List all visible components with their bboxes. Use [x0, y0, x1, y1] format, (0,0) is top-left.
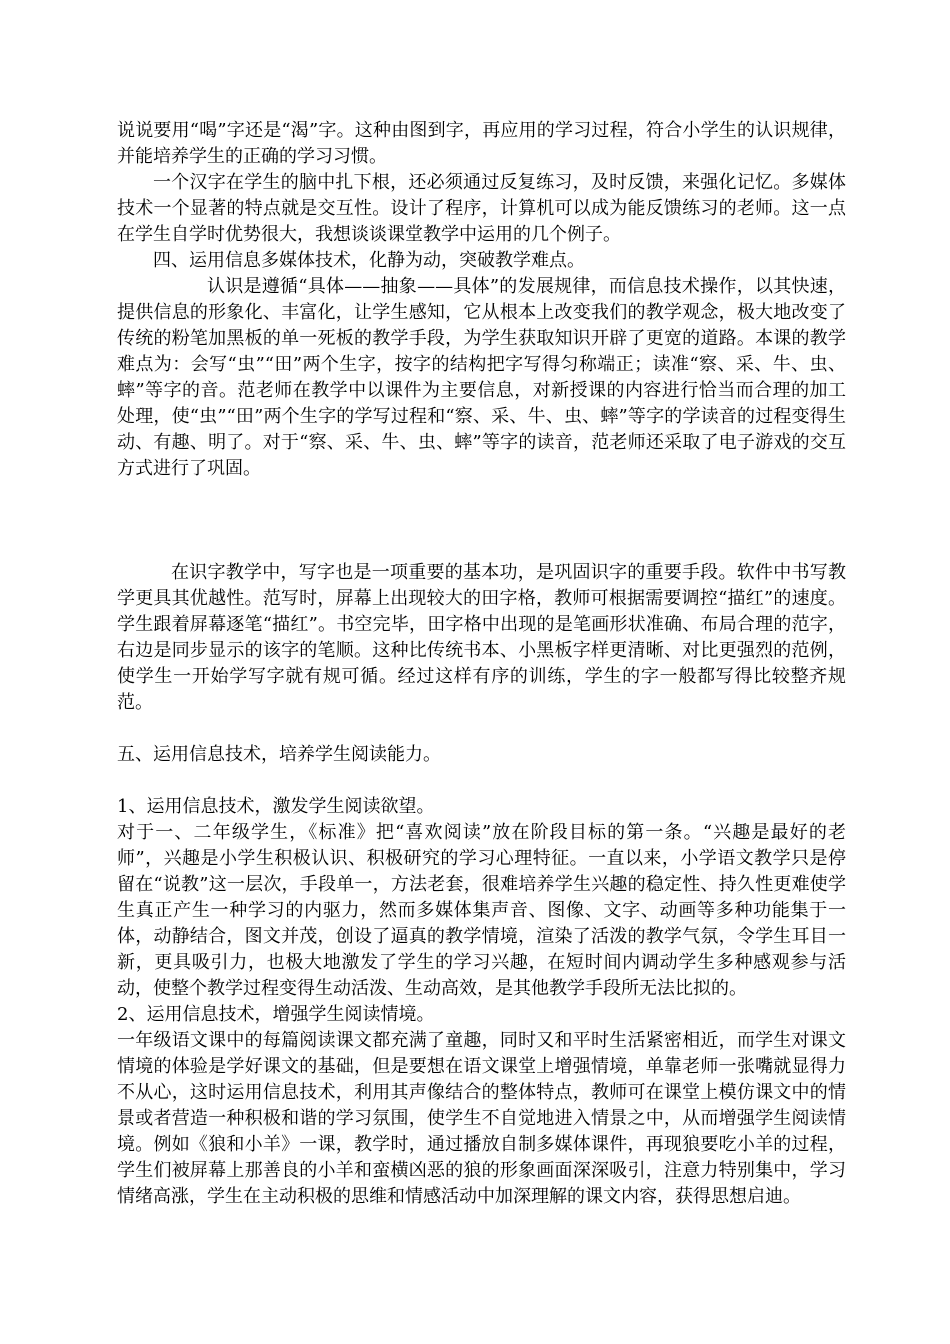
- subsection-heading-5-1: 1、运用信息技术，激发学生阅读欲望。: [117, 796, 435, 817]
- paragraph-4: 在识字教学中，写字也是一项重要的基本功，是巩固识字的重要手段。软件中书写教学更具其优越性。范写时，屏幕上出现较大的田字格，教师可根据需要调控“描红”的速度。学生跟着屏幕逐笔“描红”。书空完毕，田字格中出现的是笔画形状准确、布局合理的范字，右边是同步显示的该字的笔顺。这种比传统书本、小黑板字样更清晰、对比更强烈的范例，使学生一开始学写字就有规可循。经过这样有序的训练，学生的字一般都写得比较整齐规范。: [117, 562, 846, 713]
- subsection-heading-5-2: 2、运用信息技术，增强学生阅读情境。: [117, 1004, 435, 1025]
- section-heading-5: 五、运用信息技术，培养学生阅读能力。: [117, 744, 441, 765]
- paragraph-3: 认识是遵循“具体——抽象——具体”的发展规律，而信息技术操作，以其快速，提供信息的形象化、丰富化，让学生感知，它从根本上改变我们的教学观念，极大地改变了传统的粉笔加黑板的单一死板的教学手段，为学生获取知识开辟了更宽的道路。本课的教学难点为：会写“虫”“田”两个生字，按字的结构把字写得匀称端正；读准“察、采、牛、虫、蟀”等字的音。范老师在教学中以课件为主要信息，对新授课的内容进行恰当而合理的加工处理，使“虫”“田”两个生字的学写过程和“察、采、牛、虫、蟀”等字的学读音的过程变得生动、有趣、明了。对于“察、采、牛、虫、蟀”等字的读音，范老师还采取了电子游戏的交互方式进行了巩固。: [117, 276, 846, 479]
- blank-gap: [117, 716, 846, 742]
- section-heading-4: 四、运用信息多媒体技术，化静为动，突破教学难点。: [153, 250, 585, 271]
- paragraph-2: 一个汉字在学生的脑中扎下根，还必须通过反复练习，及时反馈，来强化记忆。多媒体技术一个显著的特点就是交互性。设计了程序，计算机可以成为能反馈练习的老师。这一点在学生自学时优势很大，我想谈谈课堂教学中运用的几个例子。: [117, 172, 846, 245]
- paragraph-1: 说说要用“喝”字还是“渴”字。这种由图到字，再应用的学习过程，符合小学生的认识规律，并能培养学生的正确的学习习惯。: [117, 120, 846, 167]
- paragraph-6: 一年级语文课中的每篇阅读课文都充满了童趣，同时又和平时生活紧密相近，而学生对课文情境的体验是学好课文的基础，但是要想在语文课堂上增强情境，单靠老师一张嘴就显得力不从心，这时运用信息技术，利用其声像结合的整体特点，教师可在课堂上模仿课文中的情景或者营造一种积极和谐的学习氛围，使学生不自觉地进入情景之中，从而增强学生阅读情境。例如《狼和小羊》一课，教学时，通过播放自制多媒体课件，再现狼要吃小羊的过程，学生们被屏幕上那善良的小羊和蛮横凶恶的狼的形象画面深深吸引，注意力特别集中，学习情绪高涨，学生在主动积极的思维和情感活动中加深理解的课文内容，获得思想启迪。: [117, 1030, 846, 1207]
- blank-gap: [117, 768, 846, 794]
- blank-gap: [117, 482, 846, 560]
- paragraph-5: 对于一、二年级学生，《标准》把“喜欢阅读”放在阶段目标的第一条。“兴趣是最好的老师”，兴趣是小学生积极认识、积极研究的学习心理特征。一直以来，小学语文教学只是停留在“说教”这一层次，手段单一，方法老套，很难培养学生兴趣的稳定性、持久性更难使学生真正产生一种学习的内驱力，然而多媒体集声音、图像、文字、动画等多种功能集于一体，动静结合，图文并茂，创设了逼真的教学情境，渲染了活泼的教学气氛，令学生耳目一新，更具吸引力，也极大地激发了学生的学习兴趣，在短时间内调动学生多种感观参与活动，使整个教学过程变得生动活泼、生动高效，是其他教学手段所无法比拟的。: [117, 822, 846, 999]
